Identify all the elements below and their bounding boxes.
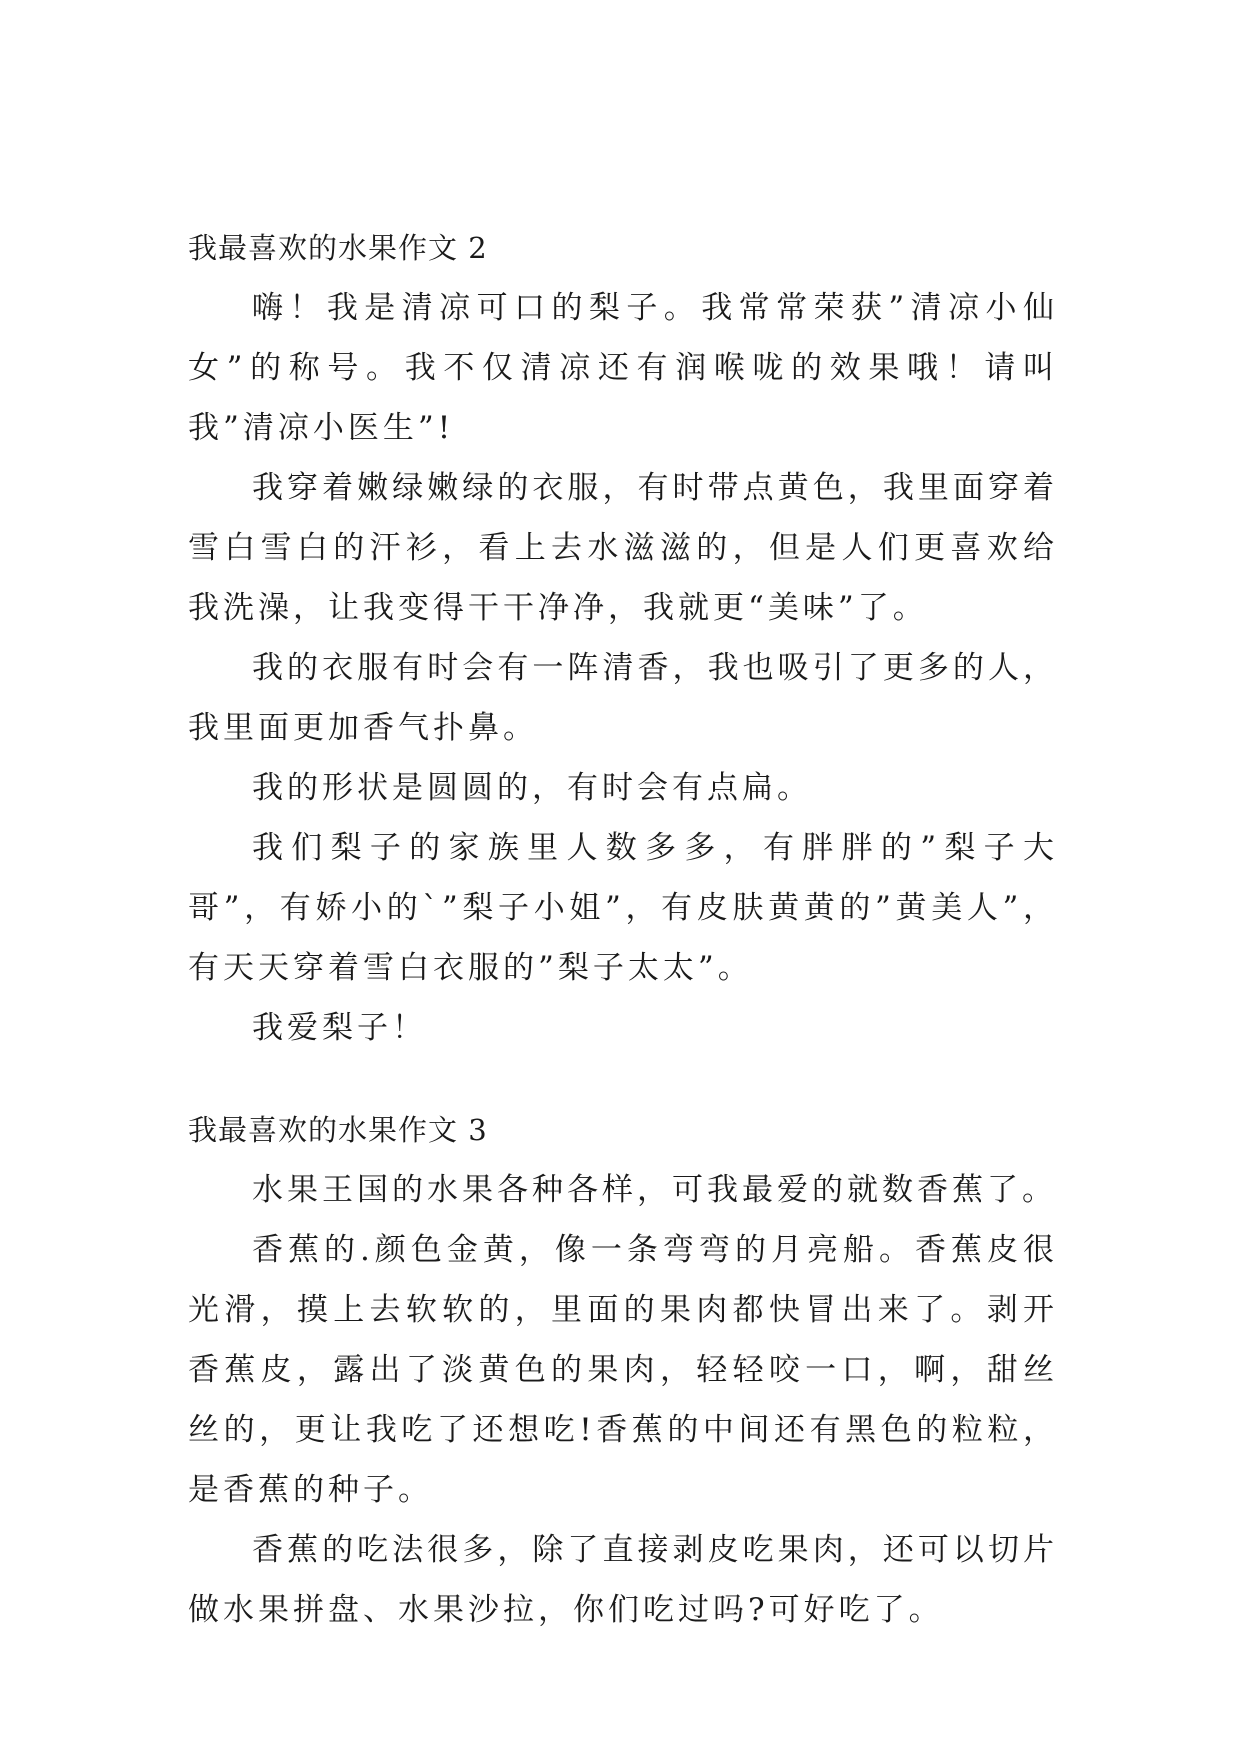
essay-paragraph: 水果王国的水果各种各样，可我最爱的就数香蕉了。 <box>252 1172 1057 1208</box>
essay-paragraph: 我爱梨子！ <box>252 1010 427 1046</box>
essay-section-3 <box>188 1100 1058 1640</box>
essay-paragraph: 香蕉的吃法很多，除了直接剥皮吃果肉，还可以切片做水果拼盘、水果沙拉，你们吃过吗?可好吃了。 <box>188 1532 1058 1628</box>
essay-section-2 <box>188 218 1058 1058</box>
essay-paragraph: 我的形状是圆圆的，有时会有点扁。 <box>252 770 812 806</box>
essay-paragraph: 我的衣服有时会有一阵清香，我也吸引了更多的人，我里面更加香气扑鼻。 <box>188 650 1058 746</box>
essay-paragraph: 我穿着嫩绿嫩绿的衣服，有时带点黄色，我里面穿着雪白雪白的汗衫，看上去水滋滋的，但是人们更喜欢给我洗澡，让我变得干干净净，我就更“美味”了。 <box>188 470 1058 626</box>
essay-paragraph: 香蕉的.颜色金黄，像一条弯弯的月亮船。香蕉皮很光滑，摸上去软软的，里面的果肉都快冒出来了。剥开香蕉皮，露出了淡黄色的果肉，轻轻咬一口，啊，甜丝丝的，更让我吃了还想吃!香蕉的中间还有黑色的粒粒，是香蕉的种子。 <box>188 1232 1058 1508</box>
essay-title: 我最喜欢的水果作文 3 <box>188 1113 488 1147</box>
essay-paragraph: 我们梨子的家族里人数多多，有胖胖的”梨子大哥”，有娇小的`”梨子小姐”，有皮肤黄黄的”黄美人”，有天天穿着雪白衣服的”梨子太太”。 <box>188 830 1058 986</box>
essay-title: 我最喜欢的水果作文 2 <box>188 231 488 265</box>
essay-paragraph: 嗨！我是清凉可口的梨子。我常常荣获”清凉小仙女”的称号。我不仅清凉还有润喉咙的效果哦！请叫我”清凉小医生”! <box>188 290 1058 446</box>
